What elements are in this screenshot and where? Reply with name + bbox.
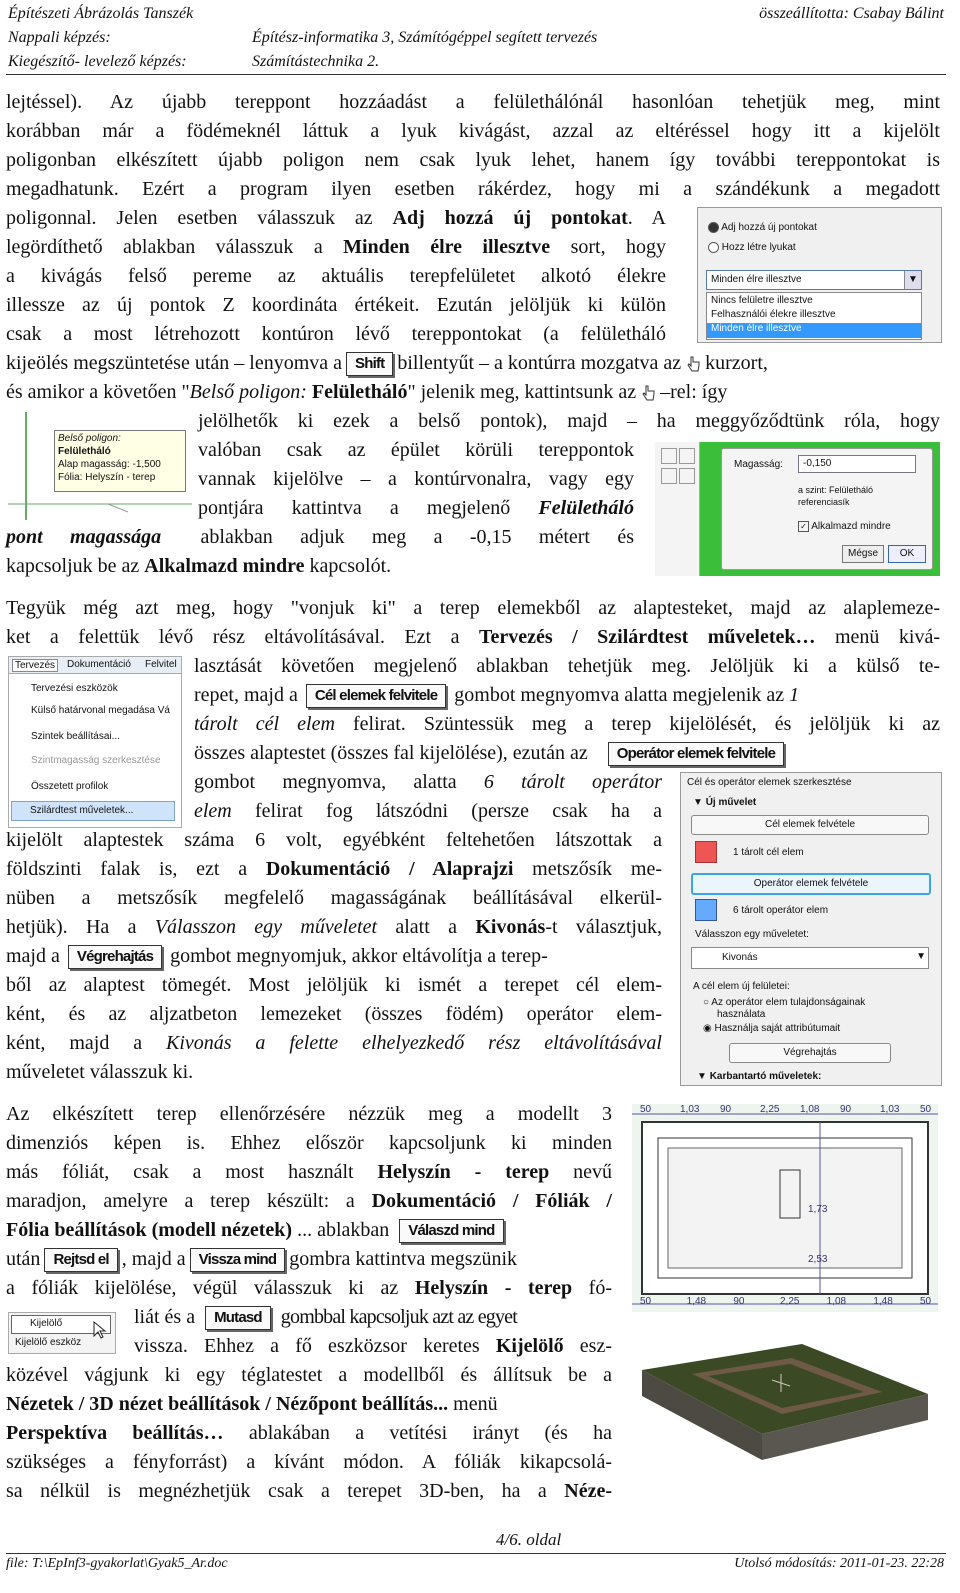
header-department: Építészeti Ábrázolás Tanszék bbox=[8, 5, 194, 22]
header-parttime: Kiegészítő- levelező képzés: bbox=[8, 53, 187, 70]
paragraph-line: liát és a Mutasd gombbal kapcsoljuk azt az egyet bbox=[134, 1303, 517, 1332]
paragraph-line: nüben a metszősík megfelelő magasságának beállításával elkerül- bbox=[6, 887, 662, 909]
paragraph-line: ként, majd a Kivonás a felette elhelyezkedő rész eltávolításával bbox=[6, 1032, 662, 1054]
floor-plan-drawing bbox=[632, 1104, 938, 1312]
paragraph-line: kapcsoljuk be az Alkalmazd mindre kapcsolót. bbox=[6, 555, 392, 577]
paragraph-line: a fóliák kijelölése, végül válasszuk ki az Helyszín - terep fó- bbox=[6, 1277, 612, 1299]
header-course-2: Számítástechnika 2. bbox=[252, 53, 380, 70]
paragraph-line: kijelölt alaptestek száma 6 volt, egyébként feltehetően látszottak a bbox=[6, 829, 662, 851]
paragraph-line: sa nélkül is megnézhetjük csak a terepet 3D-ben, ha a Néze- bbox=[6, 1480, 612, 1502]
paragraph-line: gombot megnyomva, alatta 6 tárolt operátor bbox=[194, 771, 663, 793]
paragraph-line: lasztását követően megjelenő ablakban tehetjük meg. Jelöljük ki a külső te- bbox=[194, 655, 940, 677]
execute-button: Végrehajtás bbox=[68, 945, 162, 969]
footer-rule bbox=[6, 1553, 946, 1554]
checkbox-checked-icon: ✓ bbox=[798, 521, 809, 532]
hand-cursor-icon bbox=[686, 355, 700, 373]
mesh-point-height-dialog-image: Magasság: -0,150 a szint: Felületháló referenciasík ✓ Alkalmazd mindre Mégse OK bbox=[655, 442, 940, 576]
show-button: Mutasd bbox=[205, 1306, 271, 1330]
design-menu-image: Tervezés Dokumentáció Felvitel Tervezési eszközök Külső határvonal megadása Vá Szintek beállításai... Szintmagasság szerkesztése Összetett profilok Szilárdtest műveletek... bbox=[8, 656, 182, 828]
paragraph-line: poligonban elkészített újabb poligon nem csak lyuk lehet, hanem így további tereppontokat is bbox=[6, 149, 940, 171]
radio-selected-icon: ◉ bbox=[703, 1023, 712, 1034]
solid-operations-dialog-image: Cél és operátor elemek szerkesztése ▼ Új művelet Cél elemek felvétele 1 tárolt cél elem Operátor elemek felvétele 6 tárolt operátor elem Válasszon egy műveletet: Kivonás ▼ A cél elem új felületei: ○ Az operátor elem tulajdonságainak használata ◉ Használja saját attribútumait Végrehajtás ▼ Karbantartó műveletek: bbox=[680, 772, 942, 1086]
dimension-label: 90 bbox=[720, 1104, 732, 1115]
site-floor-plan-image: 50 1,03 90 2,25 1,08 90 1,03 50 50 1,48 90 2,25 1,08 1,48 50 1,73 2,53 bbox=[632, 1104, 938, 1312]
target-element-icon bbox=[695, 841, 717, 863]
paragraph-line: Fólia beállítások (modell nézetek) ... ablakban Válaszd mind bbox=[6, 1216, 508, 1245]
dimension-label: 1,08 bbox=[800, 1104, 820, 1115]
paragraph-line: műveletet válasszuk ki. bbox=[6, 1061, 194, 1083]
paragraph-line: majd a Végrehajtás gombot megnyomjuk, akkor eltávolítja a terep- bbox=[6, 942, 548, 971]
terrain-3d-view-image bbox=[632, 1330, 938, 1506]
dimension-label: 90 bbox=[733, 1296, 745, 1307]
paragraph-line: csak a most létrehozott kontúron lévő tereppontokat (a felületháló bbox=[6, 323, 666, 345]
tool-icon bbox=[679, 448, 695, 464]
paragraph-line: hetjük). Ha a Válasszon egy műveletet alatt a Kivonás-t választjuk, bbox=[6, 916, 662, 938]
header-left bbox=[8, 2, 193, 74]
paragraph-line: repet, majd a Cél elemek felvitele gombot megnyomva alatta megjelenik az 1 bbox=[194, 681, 799, 710]
paragraph-line: elem felirat fog látszódni (persze csak ha a bbox=[194, 800, 662, 822]
paragraph-line: vannak kijelölve – a kontúrvonalra, vagy egy bbox=[198, 468, 634, 490]
radio-selected-icon bbox=[708, 222, 719, 233]
dimension-label: 1,03 bbox=[680, 1104, 700, 1115]
radio-empty-icon: ○ bbox=[703, 997, 710, 1008]
paragraph-line: megadhatunk. Ezért a program ilyen esetben rákérdez, hogy mi a szándékunk a megadott bbox=[6, 178, 940, 200]
dimension-label: 50 bbox=[640, 1296, 652, 1307]
paragraph-line: ket a felettük lévő rész eltávolításával. Ezt a Tervezés / Szilárdtest műveletek… menü kivá- bbox=[6, 626, 941, 648]
selector-tool-image: Kijelölő Kijelölő eszköz bbox=[8, 1312, 116, 1354]
paragraph-line: pont magassága ablakban adjuk meg a -0,15 métert és bbox=[6, 526, 634, 548]
page-number: 4/6. oldal bbox=[496, 1530, 562, 1549]
chevron-down-icon: ▼ bbox=[904, 271, 921, 289]
inner-polygon-tooltip-image: Belső poligon: Felületháló Alap magasság: -1,500 Fólia: Helyszín - terep bbox=[8, 412, 192, 520]
hand-cursor-icon bbox=[641, 384, 655, 402]
paragraph-line: pontjára kattintva a megjelenő Felületháló bbox=[198, 497, 634, 519]
paragraph-line: Az elkészített terep ellenőrzésére nézzük meg a modellt 3 bbox=[6, 1103, 612, 1125]
dimension-label: 1,08 bbox=[826, 1296, 847, 1307]
paragraph-line: a kivágás felső pereme az aktuális terepfelületet alkotó élekre bbox=[6, 265, 666, 287]
dimension-label: 1,48 bbox=[686, 1296, 707, 1307]
dimension-label: 50 bbox=[920, 1296, 932, 1307]
paragraph-line: jelölhetők ki ezek a belső pontok), majd – ha meggyőződtünk róla, hogy bbox=[198, 410, 940, 432]
dimension-label: 2,25 bbox=[780, 1296, 800, 1307]
paragraph-line: ként, és az aljzatbeton lemezeket (összes födém) operátor elem- bbox=[6, 1003, 662, 1025]
header-author: összeállította: Csabay Bálint bbox=[759, 5, 944, 22]
terrain-3d-drawing bbox=[632, 1330, 938, 1506]
paragraph-line: Tegyük még azt meg, hogy "vonjuk ki" a terep elemekből az alaptesteket, majd az alaplemeze- bbox=[6, 597, 940, 619]
paragraph-line: közével vágjunk ki egy téglatestet a modellből és állítsuk be a bbox=[6, 1364, 612, 1386]
header-course-1: Építész-informatika 3, Számítógéppel segített tervezés bbox=[252, 29, 598, 46]
paragraph-line: ből az alaptest tömegét. Most jelöljük ki ismét a terepet cél elem- bbox=[6, 974, 662, 996]
paragraph-line: tárolt cél elem felirat. Szüntessük meg a terep kijelölését, és jelöljük ki az bbox=[194, 713, 941, 735]
header-middle bbox=[252, 2, 597, 74]
paragraph-line: összes alaptestet (összes fal kijelölése), ezután az Operátor elemek felvitele bbox=[194, 739, 788, 768]
footer-file-path: file: T:\EpInf3-gyakorlat\Gyak5_Ar.doc bbox=[6, 1556, 228, 1571]
paragraph-line: földszinti falak is, ezt a Dokumentáció / Alaprajzi metszősík me- bbox=[6, 858, 662, 880]
dimension-label: 50 bbox=[640, 1104, 652, 1115]
footer-modified: Utolsó módosítás: 2011-01-23. 22:28 bbox=[734, 1556, 944, 1571]
paragraph-line: szükséges a fényforrást) a kívánt módon. A fóliák kikapcsolá- bbox=[6, 1451, 612, 1473]
dimension-label: 90 bbox=[840, 1104, 852, 1115]
radio-empty-icon bbox=[708, 242, 719, 253]
add-points-dialog-image: Adj hozzá új pontokat Hozz létre lyukat Minden élre illesztve ▼ Nincs felületre illesztve Felhasználói élekre illesztve Minden élre illesztve bbox=[697, 207, 942, 343]
paragraph-line: illessze az új pontok Z koordináta értékeit. Ezután jelöljük ki külön bbox=[6, 294, 666, 316]
chevron-down-icon: ▼ bbox=[916, 951, 926, 962]
paragraph-line: kijeölés megszüntetése után – lenyomva a Shift billentyűt – a kontúrra mozgatva az kurzort, bbox=[6, 349, 768, 378]
paragraph-line: dimenziós képen is. Ehhez először kapcsoljunk ki minden bbox=[6, 1132, 612, 1154]
shift-key: Shift bbox=[346, 352, 393, 376]
dimension-label: 50 bbox=[920, 1104, 932, 1115]
paragraph-line: Nézetek / 3D nézet beállítások / Nézőpont beállítás... menü bbox=[6, 1393, 498, 1415]
paragraph-line: maradjon, amelyre a terep készült: a Dokumentáció / Fóliák / bbox=[6, 1190, 612, 1212]
operator-element-icon bbox=[695, 899, 717, 921]
pointer-arrow-icon bbox=[93, 1321, 107, 1339]
dimension-label: 1,48 bbox=[873, 1296, 893, 1307]
target-elements-button: Cél elemek felvitele bbox=[306, 684, 446, 708]
tool-icon bbox=[679, 468, 695, 484]
paragraph-line: vissza. Ehhez a fő eszközsor keretes Kijelölő esz- bbox=[134, 1335, 613, 1357]
header-fulltime: Nappali képzés: bbox=[8, 29, 111, 46]
paragraph-line: poligonnal. Jelen esetben válasszuk az Adj hozzá új pontokat. A bbox=[6, 207, 667, 229]
paragraph-line: és amikor a követően "Belső poligon: Felületháló" jelenik meg, kattintsunk az –rel: így bbox=[6, 381, 728, 403]
paragraph-line: más fóliát, csak a most használt Helyszín - terep nevű bbox=[6, 1161, 612, 1183]
dimension-label: 1,03 bbox=[880, 1104, 900, 1115]
dimension-label: 2,25 bbox=[760, 1104, 780, 1115]
header-rule bbox=[6, 74, 946, 75]
select-all-button: Válaszd mind bbox=[399, 1219, 503, 1243]
paragraph-line: után Rejtsd el , majd a Vissza mind gombra kattintva megszünik bbox=[6, 1245, 517, 1274]
operator-elements-button: Operátor elemek felvitele bbox=[608, 742, 784, 766]
paragraph-line: valóban csak az épület körüli tereppontok bbox=[198, 439, 634, 461]
tool-icon bbox=[661, 468, 677, 484]
paragraph-line: korábban már a födémeknél láttuk a lyuk kivágást, azzal az eltéréssel hogy itt a kijelölt bbox=[6, 120, 940, 142]
paragraph-line: legördíthető ablakban válasszuk a Minden élre illesztve sort, hogy bbox=[6, 236, 667, 258]
restore-all-button: Vissza mind bbox=[190, 1248, 286, 1272]
hide-button: Rejtsd el bbox=[44, 1248, 117, 1272]
paragraph-line: lejtéssel). Az újabb tereppont hozzáadást a felülethálónál hasonlóan tehetjük meg, mint bbox=[6, 91, 940, 113]
paragraph-line: Perspektíva beállítás… ablakában a vetítési irányt (és ha bbox=[6, 1422, 612, 1444]
tool-icon bbox=[661, 448, 677, 464]
